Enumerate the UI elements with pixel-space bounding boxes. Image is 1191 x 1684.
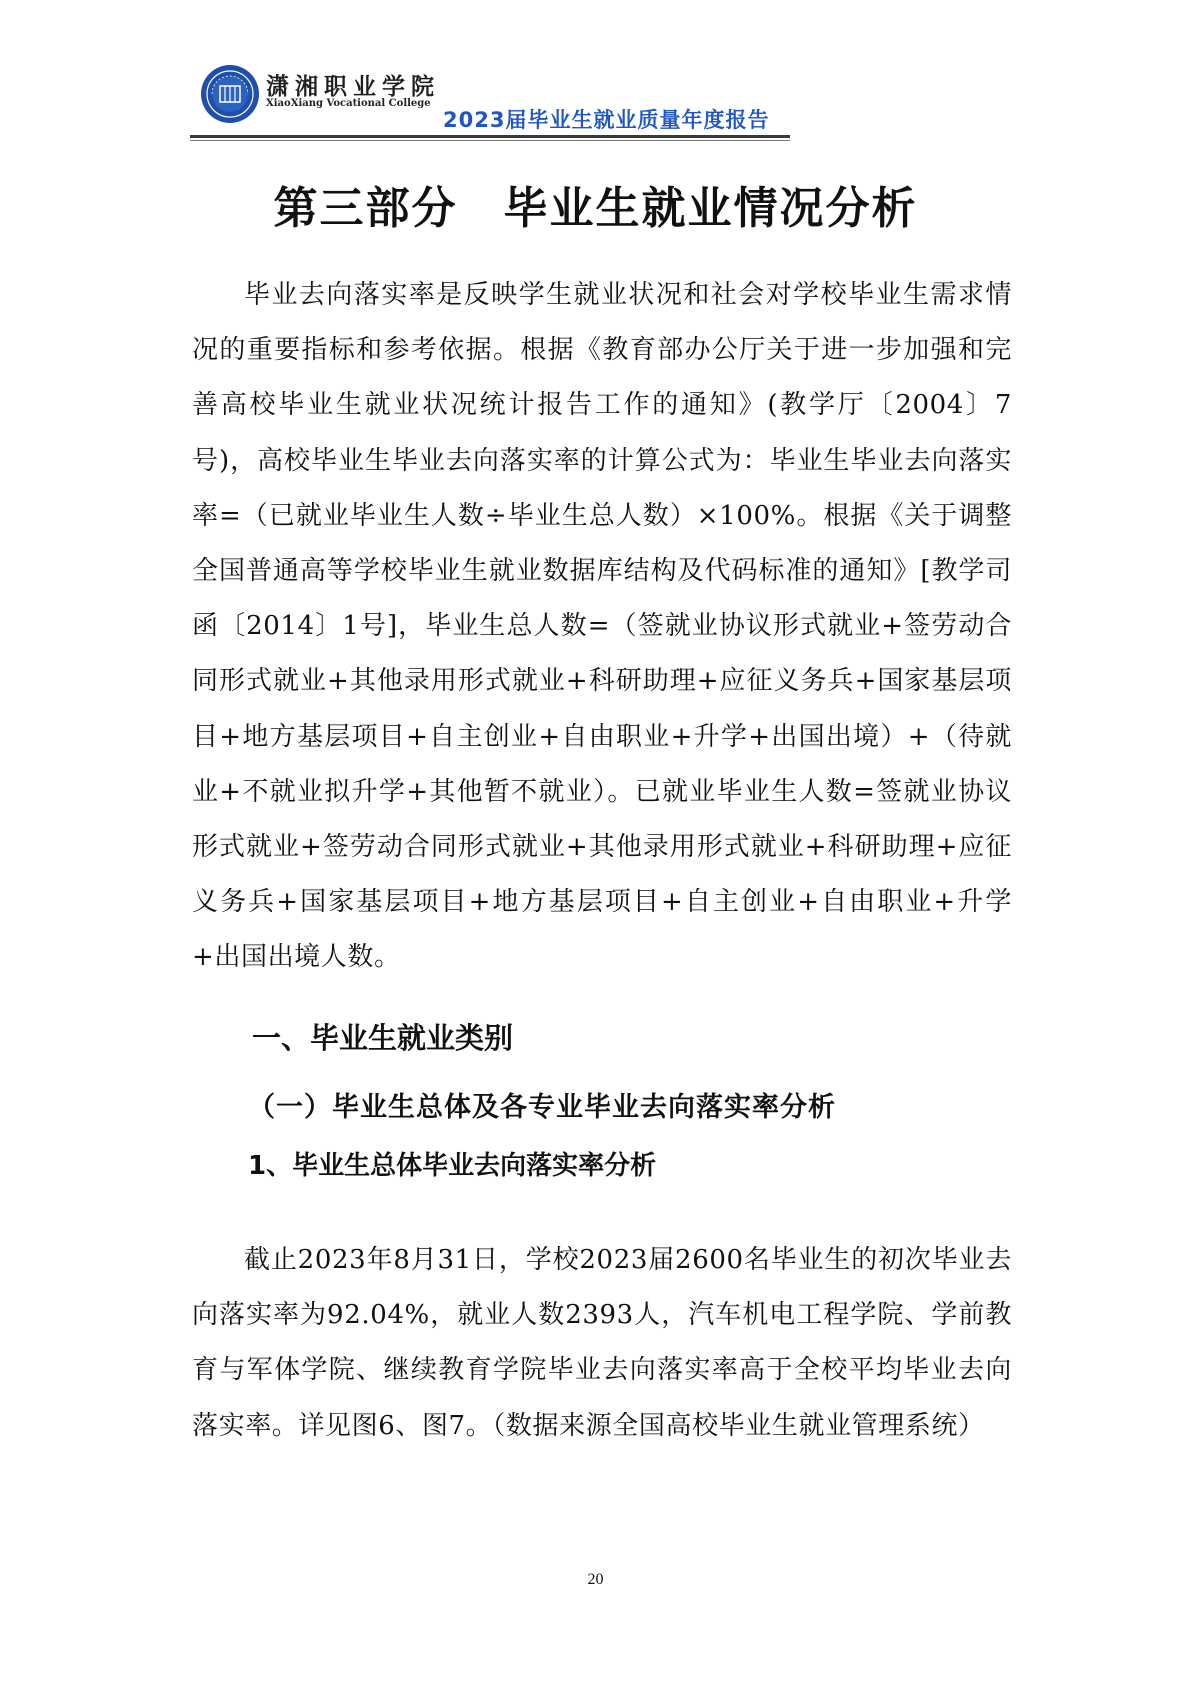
school-logo-icon — [200, 64, 260, 124]
sub-subsection-heading: 1、毕业生总体毕业去向落实率分析 — [248, 1151, 657, 1181]
header-divider — [190, 135, 790, 138]
page-header — [190, 58, 790, 138]
school-name-cn: 潇湘职业学院 — [266, 73, 440, 100]
page-number: 20 — [587, 1571, 604, 1588]
subsection-heading: （一）毕业生总体及各专业毕业去向落实率分析 — [248, 1092, 836, 1123]
header-divider-thin — [190, 140, 790, 141]
intro-paragraph: 毕业去向落实率是反映学生就业状况和社会对学校毕业生需求情况的重要指标和参考依据。根据《教育部办公厅关于进一步加强和完善高校毕业生就业状况统计报告工作的通知》(教学厅〔2004〕7号)，高校毕业生毕业去向落实率的计算公式为：毕业生毕业去向落实率=（已就业毕业生人数÷毕业生总人数）×100%。根据《关于调整全国普通高等学校毕业生就业数据库结构及代码标准的通知》[教学司函〔2014〕1号]，毕业生总人数=（签就业协议形式就业+签劳动合同形式就业+其他录用形式就业+科研助理+应征义务兵+国家基层项目+地方基层项目+自主创业+自由职业+升学+出国出境）+（待就业+不就业拟升学+其他暂不就业）。已就业毕业生人数=签就业协议形式就业+签劳动合同形式就业+其他录用形式就业+科研助理+应征义务兵+国家基层项目+地方基层项目+自主创业+自由职业+升学+出国出境人数。 — [192, 280, 1012, 973]
school-name-en: XiaoXiang Vocational College — [266, 98, 431, 109]
part-title: 第三部分 毕业生就业情况分析 — [273, 183, 918, 234]
report-title: 2023届毕业生就业质量年度报告 — [443, 108, 770, 132]
employment-rate-paragraph: 截止2023年8月31日，学校2023届2600名毕业生的初次毕业去向落实率为92.04%，就业人数2393人，汽车机电工程学院、学前教育与军体学院、继续教育学院毕业去向落实率高于全校平均毕业去向落实率。详见图6、图7。（数据来源全国高校毕业生就业管理系统） — [192, 1245, 1012, 1441]
section-heading: 一、毕业生就业类别 — [252, 1021, 514, 1055]
